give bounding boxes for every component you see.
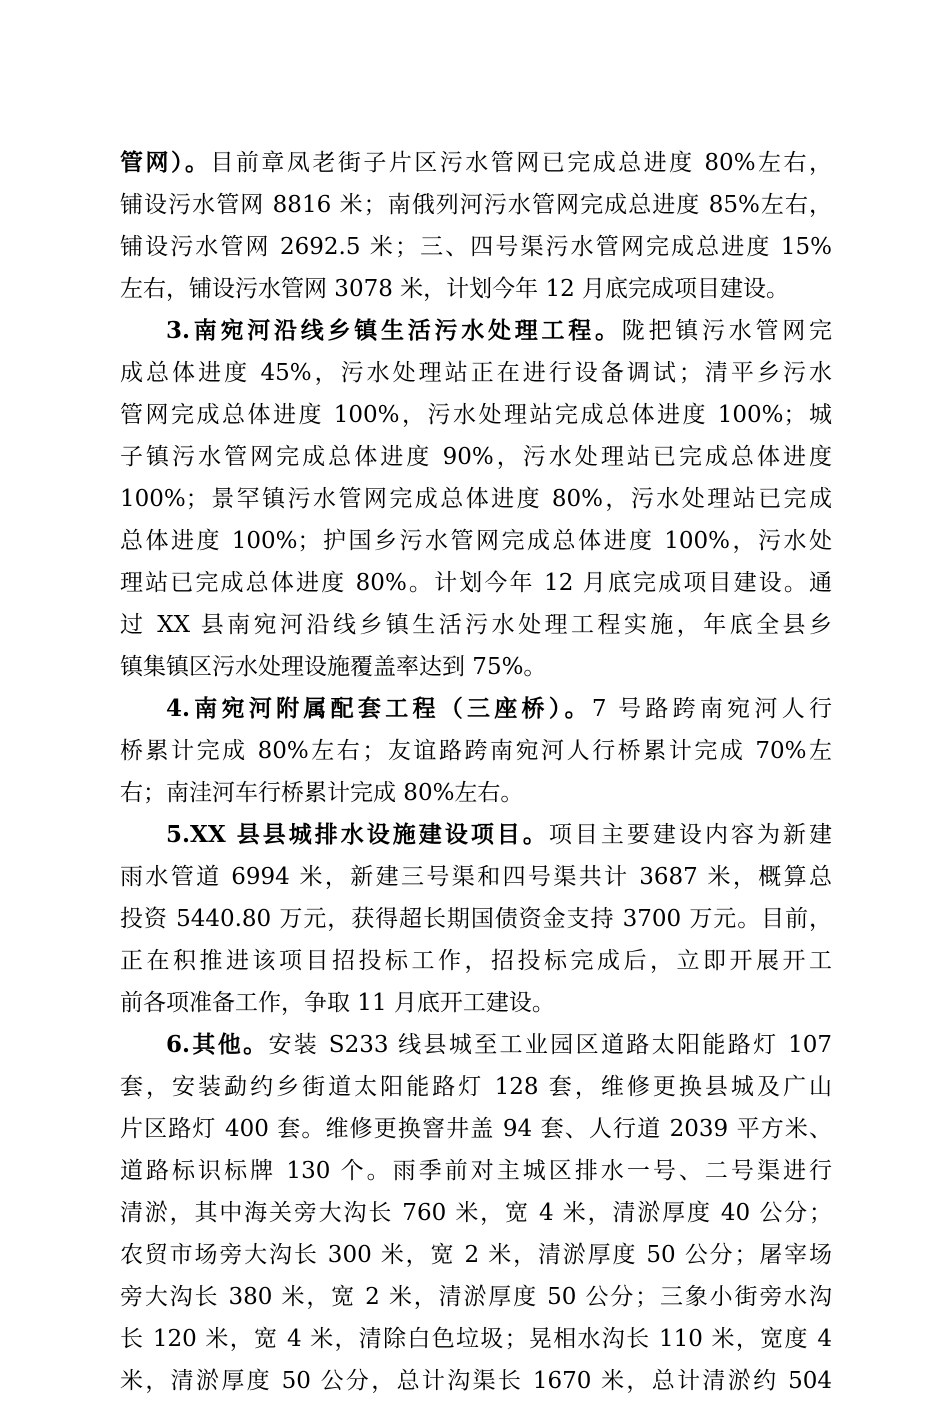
line-text: 米，清淤厚度 50 公分，总计沟渠长 1670 米，总计清淤约 504	[120, 1368, 832, 1394]
text-line	[120, 940, 832, 982]
text-line	[120, 772, 832, 814]
text-line	[120, 268, 832, 310]
bold-lead: 管网）。	[120, 149, 211, 176]
line-text: 片区路灯 400 套。维修更换窨井盖 94 套、人行道 2039 平方米、	[120, 1116, 832, 1142]
line-text: 铺设污水管网 8816 米；南俄列河污水管网完成总进度 85%左右，	[120, 192, 832, 218]
line-text: 总体进度 100%；护国乡污水管网完成总体进度 100%，污水处	[120, 528, 832, 554]
text-line	[120, 520, 832, 562]
text-line	[120, 1192, 832, 1234]
line-text: 管网完成总体进度 100%，污水处理站完成总体进度 100%；城	[120, 402, 832, 428]
text-line	[120, 1150, 832, 1192]
text-line	[120, 142, 832, 184]
text-line	[120, 1234, 832, 1276]
text-line	[120, 982, 832, 1024]
line-text: 安装 S233 线县城至工业园区道路太阳能路灯 107	[268, 1032, 832, 1058]
line-text: 清淤，其中海关旁大沟长 760 米，宽 4 米，清淤厚度 40 公分；	[120, 1200, 832, 1226]
line-text: 旁大沟长 380 米，宽 2 米，清淤厚度 50 公分；三象小街旁水沟	[120, 1284, 832, 1310]
line-text: 套，安装勐约乡街道太阳能路灯 128 套，维修更换县城及广山	[120, 1074, 832, 1100]
line-text: 农贸市场旁大沟长 300 米，宽 2 米，清淤厚度 50 公分；屠宰场	[120, 1242, 832, 1268]
document-body	[120, 142, 832, 1402]
line-text: 陇把镇污水管网完	[621, 318, 832, 344]
line-text: 项目主要建设内容为新建	[548, 822, 832, 848]
text-line	[120, 226, 832, 268]
text-line	[120, 898, 832, 940]
line-text: 前各项准备工作，争取 11 月底开工建设。	[120, 990, 555, 1016]
line-text: 长 120 米，宽 4 米，清除白色垃圾；晃相水沟长 110 米，宽度 4	[120, 1326, 832, 1352]
text-line	[120, 1066, 832, 1108]
line-text: 7 号路跨南宛河人行	[591, 696, 832, 722]
section-title: 3.南宛河沿线乡镇生活污水处理工程。	[166, 317, 622, 344]
line-text: 雨水管道 6994 米，新建三号渠和四号渠共计 3687 米，概算总	[120, 864, 832, 890]
section-heading-line	[120, 310, 832, 352]
line-text: 右；南洼河车行桥累计完成 80%左右。	[120, 780, 524, 806]
line-text: 投资 5440.80 万元，获得超长期国债资金支持 3700 万元。目前，	[120, 906, 832, 932]
text-line	[120, 184, 832, 226]
text-line	[120, 436, 832, 478]
text-line	[120, 562, 832, 604]
section-title: 4.南宛河附属配套工程（三座桥）。	[166, 695, 592, 722]
text-line	[120, 1276, 832, 1318]
text-line	[120, 394, 832, 436]
text-line	[120, 730, 832, 772]
line-text: 成总体进度 45%，污水处理站正在进行设备调试；清平乡污水	[120, 360, 832, 386]
section-heading-line	[120, 814, 832, 856]
text-line	[120, 478, 832, 520]
line-text: 左右，铺设污水管网 3078 米，计划今年 12 月底完成项目建设。	[120, 276, 790, 302]
line-text: 目前章凤老街子片区污水管网已完成总进度 80%左右，	[210, 150, 832, 176]
section-title: 5.XX 县县城排水设施建设项目。	[166, 821, 549, 848]
line-text: 道路标识标牌 130 个。雨季前对主城区排水一号、二号渠进行	[120, 1158, 832, 1184]
line-text: 镇集镇区污水处理设施覆盖率达到 75%。	[120, 654, 547, 680]
text-line	[120, 352, 832, 394]
section-title: 6.其他。	[166, 1031, 269, 1058]
line-text: 过 XX 县南宛河沿线乡镇生活污水处理工程实施，年底全县乡	[120, 612, 832, 638]
text-line	[120, 1360, 832, 1402]
text-line	[120, 604, 832, 646]
line-text: 铺设污水管网 2692.5 米；三、四号渠污水管网完成总进度 15%	[120, 234, 832, 260]
line-text: 理站已完成总体进度 80%。计划今年 12 月底完成项目建设。通	[120, 570, 832, 596]
section-heading-line	[120, 688, 832, 730]
line-text: 桥累计完成 80%左右；友谊路跨南宛河人行桥累计完成 70%左	[120, 738, 832, 764]
text-line	[120, 856, 832, 898]
section-heading-line	[120, 1024, 832, 1066]
line-text: 100%；景罕镇污水管网完成总体进度 80%，污水处理站已完成	[120, 486, 832, 512]
text-line	[120, 1108, 832, 1150]
line-text: 子镇污水管网完成总体进度 90%，污水处理站已完成总体进度	[120, 444, 832, 470]
text-line	[120, 1318, 832, 1360]
text-line	[120, 646, 832, 688]
line-text: 正在积推进该项目招投标工作，招投标完成后，立即开展开工	[120, 948, 832, 974]
